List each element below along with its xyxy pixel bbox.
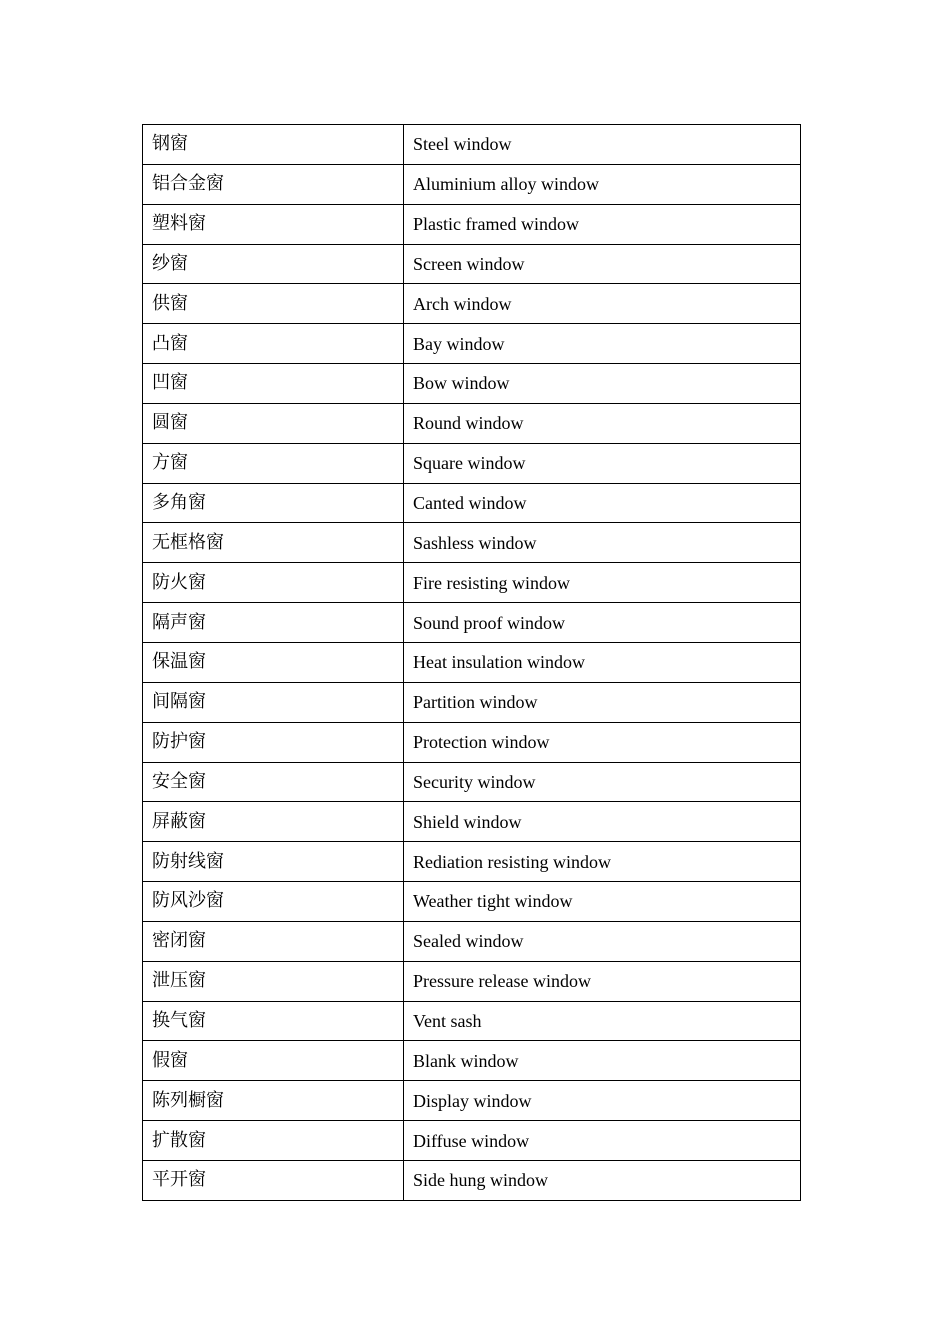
chinese-term-cell: 圆窗 xyxy=(143,403,404,443)
table-row xyxy=(143,443,801,483)
chinese-term-cell: 防护窗 xyxy=(143,722,404,762)
english-term-cell: Steel window xyxy=(404,125,801,165)
table-row xyxy=(143,961,801,1001)
english-term-cell: Rediation resisting window xyxy=(404,842,801,882)
table-row xyxy=(143,802,801,842)
english-term-cell: Heat insulation window xyxy=(404,642,801,682)
chinese-term-cell: 铝合金窗 xyxy=(143,164,404,204)
english-term-cell: Bay window xyxy=(404,324,801,364)
chinese-term-cell: 间隔窗 xyxy=(143,682,404,722)
english-term-cell: Shield window xyxy=(404,802,801,842)
chinese-term-cell: 塑料窗 xyxy=(143,204,404,244)
english-term-cell: Pressure release window xyxy=(404,961,801,1001)
english-term-cell: Side hung window xyxy=(404,1160,801,1200)
table-row xyxy=(143,1001,801,1041)
table-row xyxy=(143,1160,801,1200)
chinese-term-cell: 保温窗 xyxy=(143,642,404,682)
chinese-term-cell: 凸窗 xyxy=(143,324,404,364)
english-term-cell: Bow window xyxy=(404,364,801,404)
english-term-cell: Security window xyxy=(404,762,801,802)
chinese-term-cell: 防风沙窗 xyxy=(143,882,404,922)
chinese-term-cell: 平开窗 xyxy=(143,1160,404,1200)
table-row xyxy=(143,364,801,404)
english-term-cell: Aluminium alloy window xyxy=(404,164,801,204)
chinese-term-cell: 泄压窗 xyxy=(143,961,404,1001)
table-row xyxy=(143,403,801,443)
english-term-cell: Arch window xyxy=(404,284,801,324)
chinese-term-cell: 纱窗 xyxy=(143,244,404,284)
chinese-term-cell: 假窗 xyxy=(143,1041,404,1081)
english-term-cell: Vent sash xyxy=(404,1001,801,1041)
chinese-term-cell: 防火窗 xyxy=(143,563,404,603)
english-term-cell: Protection window xyxy=(404,722,801,762)
table-row xyxy=(143,1081,801,1121)
chinese-term-cell: 陈列橱窗 xyxy=(143,1081,404,1121)
chinese-term-cell: 隔声窗 xyxy=(143,603,404,643)
table-row xyxy=(143,1121,801,1161)
english-term-cell: Partition window xyxy=(404,682,801,722)
table-row xyxy=(143,483,801,523)
table-row xyxy=(143,284,801,324)
table-row xyxy=(143,722,801,762)
table-row xyxy=(143,682,801,722)
english-term-cell: Fire resisting window xyxy=(404,563,801,603)
english-term-cell: Screen window xyxy=(404,244,801,284)
chinese-term-cell: 方窗 xyxy=(143,443,404,483)
chinese-term-cell: 扩散窗 xyxy=(143,1121,404,1161)
chinese-term-cell: 屏蔽窗 xyxy=(143,802,404,842)
table-row xyxy=(143,882,801,922)
chinese-term-cell: 凹窗 xyxy=(143,364,404,404)
chinese-term-cell: 无框格窗 xyxy=(143,523,404,563)
table-row xyxy=(143,523,801,563)
chinese-term-cell: 安全窗 xyxy=(143,762,404,802)
table-row xyxy=(143,762,801,802)
english-term-cell: Sound proof window xyxy=(404,603,801,643)
chinese-term-cell: 换气窗 xyxy=(143,1001,404,1041)
english-term-cell: Canted window xyxy=(404,483,801,523)
table-row xyxy=(143,204,801,244)
english-term-cell: Plastic framed window xyxy=(404,204,801,244)
english-term-cell: Round window xyxy=(404,403,801,443)
english-term-cell: Blank window xyxy=(404,1041,801,1081)
table-row xyxy=(143,324,801,364)
english-term-cell: Sealed window xyxy=(404,921,801,961)
english-term-cell: Display window xyxy=(404,1081,801,1121)
table-row xyxy=(143,164,801,204)
table-row xyxy=(143,921,801,961)
chinese-term-cell: 密闭窗 xyxy=(143,921,404,961)
glossary-table xyxy=(142,124,801,1201)
chinese-term-cell: 多角窗 xyxy=(143,483,404,523)
chinese-term-cell: 供窗 xyxy=(143,284,404,324)
table-row xyxy=(143,842,801,882)
chinese-term-cell: 钢窗 xyxy=(143,125,404,165)
english-term-cell: Diffuse window xyxy=(404,1121,801,1161)
table-row xyxy=(143,563,801,603)
chinese-term-cell: 防射线窗 xyxy=(143,842,404,882)
table-row xyxy=(143,125,801,165)
english-term-cell: Square window xyxy=(404,443,801,483)
table-row xyxy=(143,1041,801,1081)
glossary-table-body xyxy=(143,125,801,1201)
english-term-cell: Sashless window xyxy=(404,523,801,563)
table-row xyxy=(143,642,801,682)
table-row xyxy=(143,603,801,643)
table-row xyxy=(143,244,801,284)
english-term-cell: Weather tight window xyxy=(404,882,801,922)
